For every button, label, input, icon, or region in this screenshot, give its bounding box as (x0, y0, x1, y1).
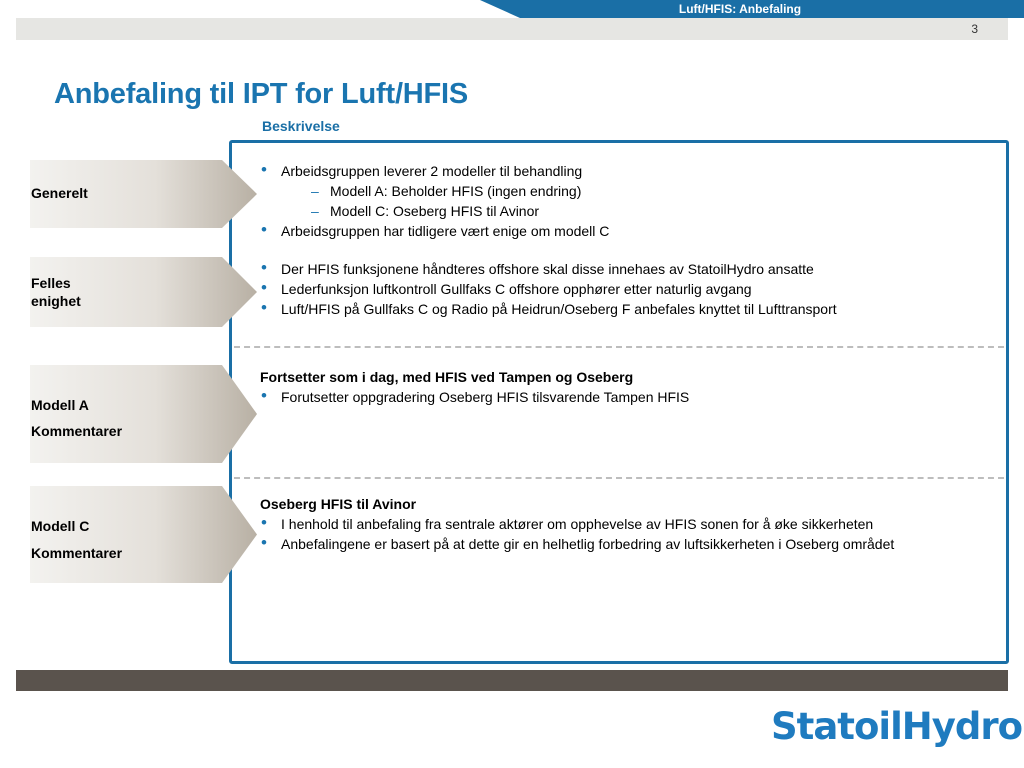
label-line: Generelt (31, 185, 88, 201)
section-felles-enighet (260, 259, 837, 319)
page-title: Anbefaling til IPT for Luft/HFIS (54, 78, 469, 110)
bullet-item: • Lederfunksjon luftkontroll Gullfaks C offshore opphører etter naturlig avgang (260, 279, 837, 299)
section-modell-c (260, 494, 980, 554)
label-line: Modell A (31, 397, 89, 413)
bullet-item: • Anbefalingene er basert på at dette gir en helhetlig forbedring av luftsikkerheten i Oseberg området (260, 534, 980, 554)
footer-bar (16, 670, 1008, 691)
section-heading: Fortsetter som i dag, med HFIS ved Tampen og Oseberg (260, 369, 634, 385)
label-line: Kommentarer (31, 423, 123, 439)
statoilhydro-logo: StatoilHydro (771, 705, 1023, 748)
row-label-text (31, 184, 88, 202)
header-bar (16, 18, 1008, 40)
sub-item: – Modell C: Oseberg HFIS til Avinor (260, 201, 609, 221)
section-divider (234, 477, 1004, 479)
sub-item: – Modell A: Beholder HFIS (ingen endring) (260, 181, 609, 201)
section-divider (234, 346, 1004, 348)
bullet-item: • Arbeidsgruppen leverer 2 modeller til behandling (260, 161, 609, 181)
page-number: 3 (971, 22, 978, 36)
section-title: Luft/HFIS: Anbefaling (678, 2, 802, 16)
bullet-item: • Forutsetter oppgradering Oseberg HFIS tilsvarende Tampen HFIS (260, 387, 689, 407)
bullet-item: • Luft/HFIS på Gullfaks C og Radio på Heidrun/Oseberg F anbefales knyttet til Lufttransport (260, 299, 837, 319)
row-label-text (31, 274, 81, 310)
section-modell-a (260, 367, 689, 407)
bullet-item: • I henhold til anbefaling fra sentrale aktører om opphevelse av HFIS sonen for å øke sikkerheten (260, 514, 980, 534)
column-heading: Beskrivelse (262, 118, 340, 134)
section-heading: Oseberg HFIS til Avinor (260, 496, 417, 512)
label-line: Kommentarer (31, 545, 123, 561)
bullet-item: • Der HFIS funksjonene håndteres offshore skal disse innehaes av StatoilHydro ansatte (260, 259, 837, 279)
bullet-item: • Arbeidsgruppen har tidligere vært enige om modell C (260, 221, 609, 241)
row-label-text (31, 392, 122, 444)
row-label-text (31, 513, 122, 567)
label-line: Modell C (31, 518, 90, 534)
label-line: enighet (31, 293, 81, 309)
section-generelt (260, 161, 609, 241)
label-line: Felles (31, 275, 71, 291)
